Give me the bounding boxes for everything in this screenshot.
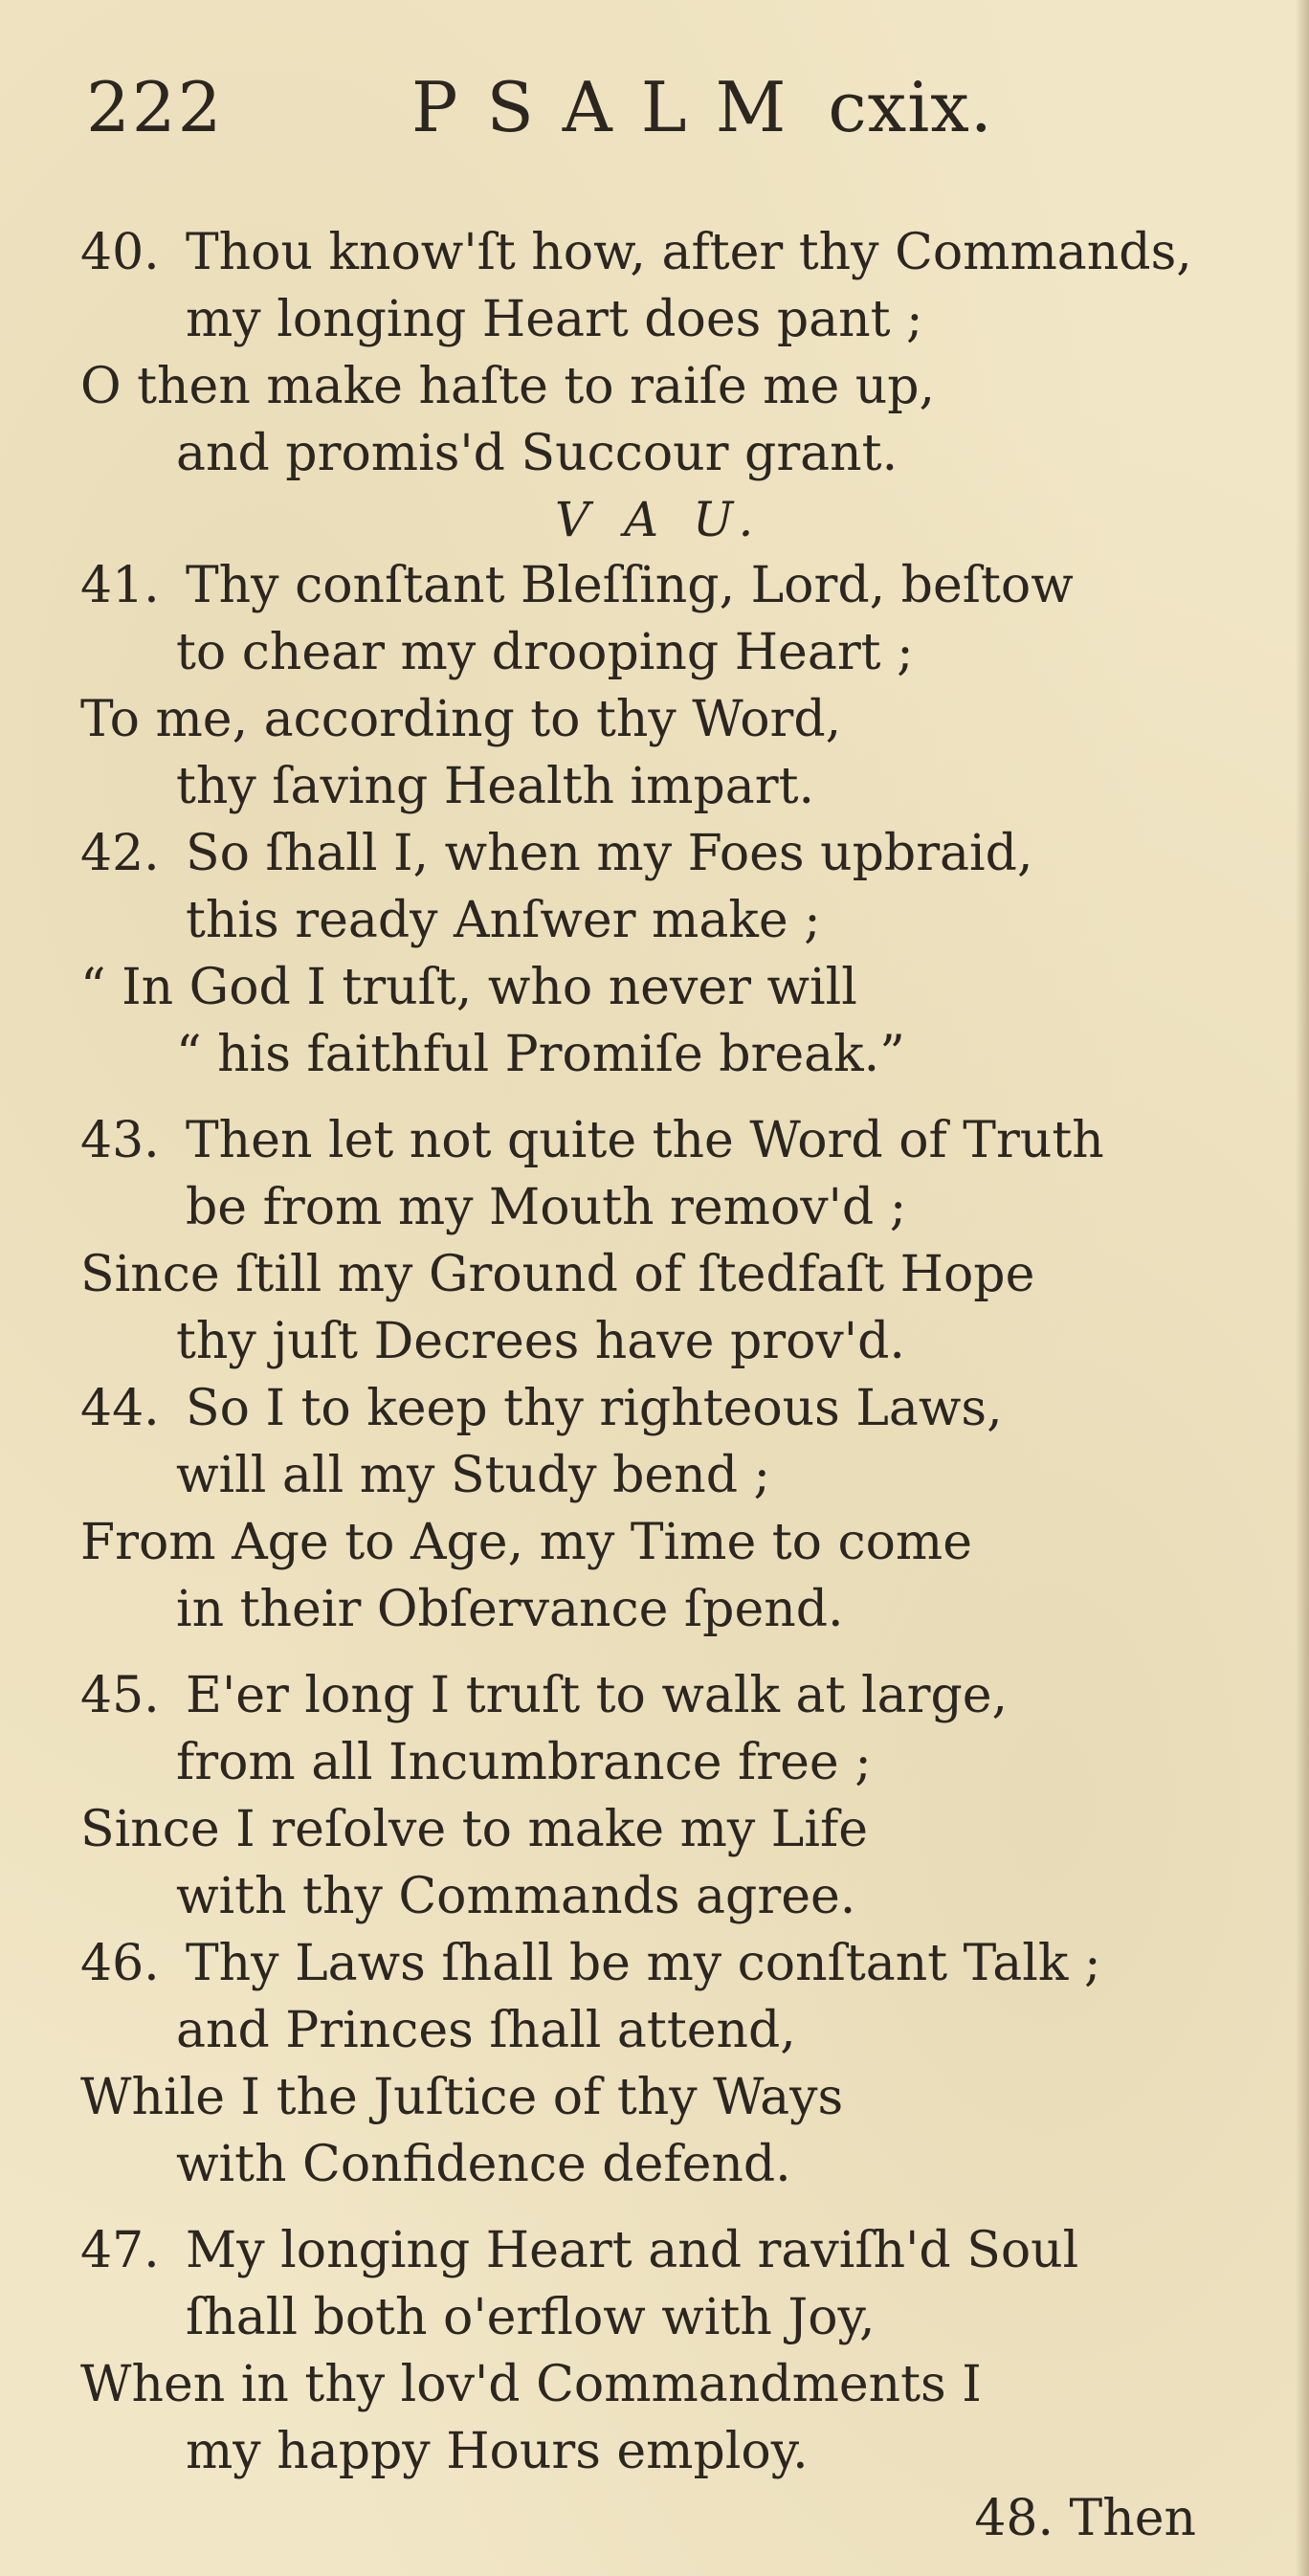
verse-text: Thy Laws ſhall be my conſtant Talk ; — [186, 1935, 1101, 1992]
verse-text: thy juſt Decrees have prov'd. — [176, 1313, 905, 1370]
verse-text: will all my Study bend ; — [176, 1447, 771, 1504]
verse-line — [176, 1313, 905, 1370]
verse-line — [176, 1734, 872, 1791]
verse-line — [80, 1935, 1101, 1992]
verse-text: Then let not quite the Word of Truth — [186, 1112, 1104, 1169]
verse-line — [176, 1026, 905, 1083]
verse-text: in their Obſervance ſpend. — [176, 1581, 844, 1638]
verse-number: 47. — [80, 2222, 160, 2279]
verse-line — [80, 2356, 982, 2413]
verse-line — [176, 758, 815, 815]
verse-line — [176, 1868, 856, 1925]
verse-text: So ſhall I, when my Foes upbraid, — [186, 825, 1033, 882]
verse-text: Thy conſtant Bleſſing, Lord, beſtow — [186, 557, 1074, 614]
page-number: 222 — [86, 67, 224, 147]
verse-number: 43. — [80, 1112, 160, 1169]
verse-text: O then make haſte to raiſe me up, — [80, 358, 936, 415]
verse-line — [80, 959, 857, 1016]
psalm-number: cxix. — [828, 67, 993, 147]
verse-line — [176, 1447, 771, 1504]
verse-line — [176, 2002, 796, 2059]
page-header — [86, 67, 1043, 153]
verse-line — [186, 1179, 907, 1236]
verse-line — [80, 1112, 1104, 1169]
verse-text: While I the Juſtice of thy Ways — [80, 2069, 844, 2126]
verse-number: 42. — [80, 825, 160, 882]
verse-text: from all Incumbrance free ; — [176, 1734, 872, 1791]
verse-number: 40. — [80, 224, 160, 281]
verse-line — [80, 2069, 844, 2126]
verse-line — [80, 691, 842, 748]
verse-line — [176, 1581, 844, 1638]
verse-text: From Age to Age, my Time to come — [80, 1514, 973, 1571]
page-edge-shadow — [1296, 0, 1309, 2576]
verse-line — [176, 624, 914, 681]
verse-number: 46. — [80, 1935, 160, 1992]
verse-line — [80, 1380, 1003, 1437]
verse-line — [80, 825, 1033, 882]
catchword: 48. Then — [974, 2490, 1196, 2547]
verse-text: my longing Heart does pant ; — [186, 291, 923, 348]
running-title — [411, 67, 993, 147]
verse-line — [186, 2289, 876, 2346]
verse-text: this ready Anſwer make ; — [186, 892, 821, 949]
verse-line — [80, 224, 1192, 281]
verse-line — [186, 892, 821, 949]
verse-line — [80, 358, 936, 415]
verse-text: ſhall both o'erflow with Joy, — [186, 2289, 876, 2346]
verse-line — [80, 1667, 1009, 1724]
verse-line — [80, 2222, 1079, 2279]
verse-text: To me, according to thy Word, — [80, 691, 842, 748]
verse-line — [80, 1514, 973, 1571]
verse-text: So I to keep thy righteous Laws, — [186, 1380, 1003, 1437]
verse-text: Thou know'ſt how, after thy Commands, — [186, 224, 1192, 281]
verse-line — [176, 425, 899, 482]
verse-text: My longing Heart and raviſh'd Soul — [186, 2222, 1079, 2279]
verse-line — [80, 557, 1074, 614]
verse-line — [176, 2136, 791, 2193]
verse-text: and promis'd Succour grant. — [176, 425, 899, 482]
verse-text: and Princes ſhall attend, — [176, 2002, 796, 2059]
verse-text: with Confidence defend. — [176, 2136, 791, 2193]
verse-text: my happy Hours employ. — [186, 2423, 809, 2480]
verse-text: Since I reſolve to make my Life — [80, 1801, 868, 1858]
verse-text: with thy Commands agree. — [176, 1868, 856, 1925]
verse-text: Since ſtill my Ground of ſtedfaſt Hope — [80, 1246, 1035, 1303]
verse-text: E'er long I truſt to walk at large, — [186, 1667, 1009, 1724]
verse-text: be from my Mouth remov'd ; — [186, 1179, 907, 1236]
verse-text: thy ſaving Health impart. — [176, 758, 815, 815]
verse-line — [186, 291, 923, 348]
verse-number: 45. — [80, 1667, 160, 1724]
running-title-word: PSALM — [411, 67, 815, 147]
verse-text: “ In God I truſt, who never will — [80, 959, 857, 1016]
verse-text: to chear my drooping Heart ; — [176, 624, 914, 681]
verse-number: 41. — [80, 557, 160, 614]
verse-number: 44. — [80, 1380, 160, 1437]
verse-line — [186, 2423, 809, 2480]
section-heading: V A U. — [555, 492, 764, 547]
verse-line — [80, 1246, 1035, 1303]
verse-text: “ his faithful Promiſe break.” — [176, 1026, 905, 1083]
verse-text: When in thy lov'd Commandments I — [80, 2356, 982, 2413]
verse-line — [80, 1801, 868, 1858]
